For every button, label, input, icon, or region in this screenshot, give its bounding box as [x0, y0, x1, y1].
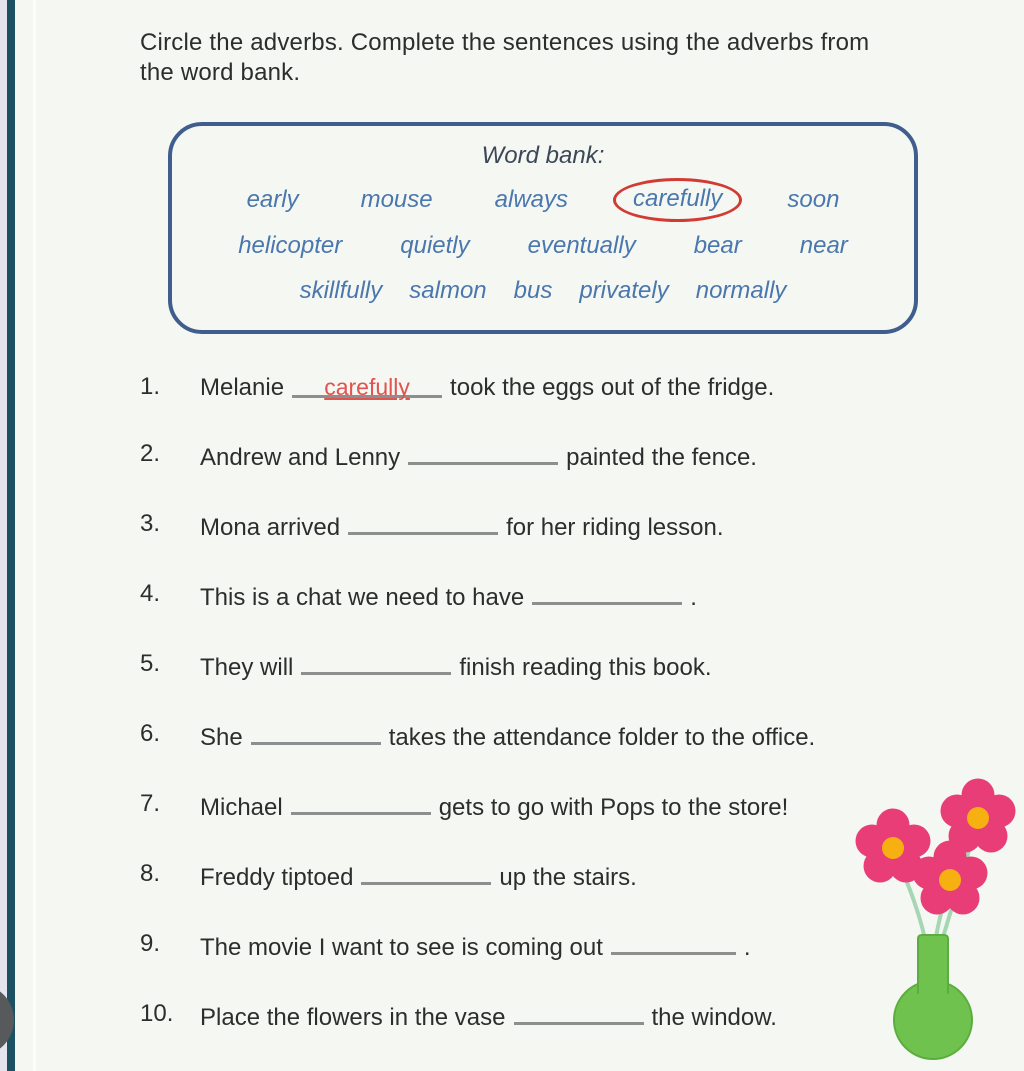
sentence-number: 3. [140, 510, 161, 537]
flowers-in-vase-illustration [850, 768, 1024, 1071]
word-bank-row [198, 184, 888, 216]
sentence-before: They will [200, 654, 294, 681]
sentence-number: 1. [140, 373, 161, 400]
word-bank-word: near [799, 232, 848, 259]
answer-blank [514, 999, 644, 1025]
sentence-row-8 [140, 859, 930, 893]
sentence-before: Melanie [200, 374, 285, 401]
word-bank-word: salmon [409, 277, 487, 304]
sentence-row-3 [140, 509, 930, 543]
sentence-row-6 [140, 719, 930, 753]
sentence-text [200, 859, 885, 893]
sentence-row-2 [140, 439, 930, 473]
sentence-text [200, 439, 885, 473]
sentence-text [200, 649, 885, 683]
word-bank-label: Word bank: [481, 142, 605, 169]
left-faint-line [33, 0, 36, 1071]
sentence-row-7 [140, 789, 930, 823]
sentence-after: gets to go with Pops to the store! [438, 794, 789, 821]
word-bank-box [168, 122, 918, 334]
sentence-after: takes the attendance folder to the office. [388, 724, 816, 751]
sentence-before: Place the flowers in the vase [200, 1004, 506, 1031]
word-bank-word: bus [513, 277, 553, 304]
word-bank-word: quietly [400, 232, 470, 259]
sentence-text [200, 579, 885, 613]
answer-blank [408, 439, 558, 465]
sentence-before: She [200, 724, 243, 751]
word-bank-word: early [246, 186, 299, 213]
sentence-text [200, 719, 885, 753]
answer-blank [611, 929, 736, 955]
sentence-after: finish reading this book. [459, 654, 712, 681]
sentence-after: for her riding lesson. [506, 514, 724, 541]
sentence-number: 5. [140, 650, 161, 677]
sentence-after: took the eggs out of the fridge. [450, 374, 775, 401]
sentence-text [200, 509, 885, 543]
sentence-number: 7. [140, 790, 161, 817]
sentence-list [140, 372, 930, 1033]
sentence-before: Mona arrived [200, 514, 341, 541]
sentence-before: Michael [200, 794, 283, 821]
sentence-text [200, 789, 885, 823]
worksheet-instructions: Circle the adverbs. Complete the sentences using the adverbs from the word bank. [140, 29, 870, 86]
sentence-after: . [743, 934, 751, 961]
sentence-before: Freddy tiptoed [200, 864, 354, 891]
sentence-before: The movie I want to see is coming out [200, 934, 603, 961]
word-bank-word: helicopter [238, 232, 343, 259]
word-bank-word: always [494, 186, 568, 213]
word-bank-row [198, 231, 888, 261]
sentence-number: 2. [140, 440, 161, 467]
sentence-after: up the stairs. [499, 864, 637, 891]
sentence-after: painted the fence. [566, 444, 757, 471]
sentence-row-10 [140, 999, 930, 1033]
sentence-after: . [690, 584, 697, 611]
sentence-number: 9. [140, 930, 161, 957]
sentence-row-4 [140, 579, 930, 613]
sentence-row-1 [140, 372, 930, 403]
sentence-text [200, 372, 885, 403]
sentence-number: 10. [140, 1000, 174, 1027]
word-bank-word-circled: carefully [613, 178, 742, 222]
answer-blank [301, 649, 451, 675]
word-bank-word: eventually [527, 232, 636, 259]
sentence-row-5 [140, 649, 930, 683]
left-margin-strip [0, 0, 7, 1071]
word-bank-row [198, 276, 888, 306]
word-bank-word: soon [787, 186, 840, 213]
answer-blank [251, 719, 381, 745]
word-bank-word: normally [695, 277, 787, 304]
sentence-before: This is a chat we need to have [200, 584, 525, 611]
worksheet-page [140, 28, 930, 1069]
answer-blank [292, 372, 442, 398]
word-bank-word: mouse [360, 186, 433, 213]
word-bank-word: privately [579, 277, 669, 304]
sentence-before: Andrew and Lenny [200, 444, 401, 471]
sentence-number: 4. [140, 580, 161, 607]
answer-blank [361, 859, 491, 885]
answer-blank [348, 509, 498, 535]
left-accent-stripe [7, 0, 15, 1071]
sentence-number: 8. [140, 860, 161, 887]
sentence-row-9 [140, 929, 930, 963]
sentence-text [200, 929, 885, 963]
sentence-text [200, 999, 885, 1033]
answer-blank [291, 789, 431, 815]
answer-text: carefully [324, 374, 410, 400]
sentence-after: the window. [651, 1004, 777, 1031]
vase [894, 935, 972, 1059]
word-bank-word: skillfully [299, 277, 383, 304]
word-bank-word: bear [693, 232, 742, 259]
sentence-number: 6. [140, 720, 161, 747]
answer-blank [532, 579, 682, 605]
